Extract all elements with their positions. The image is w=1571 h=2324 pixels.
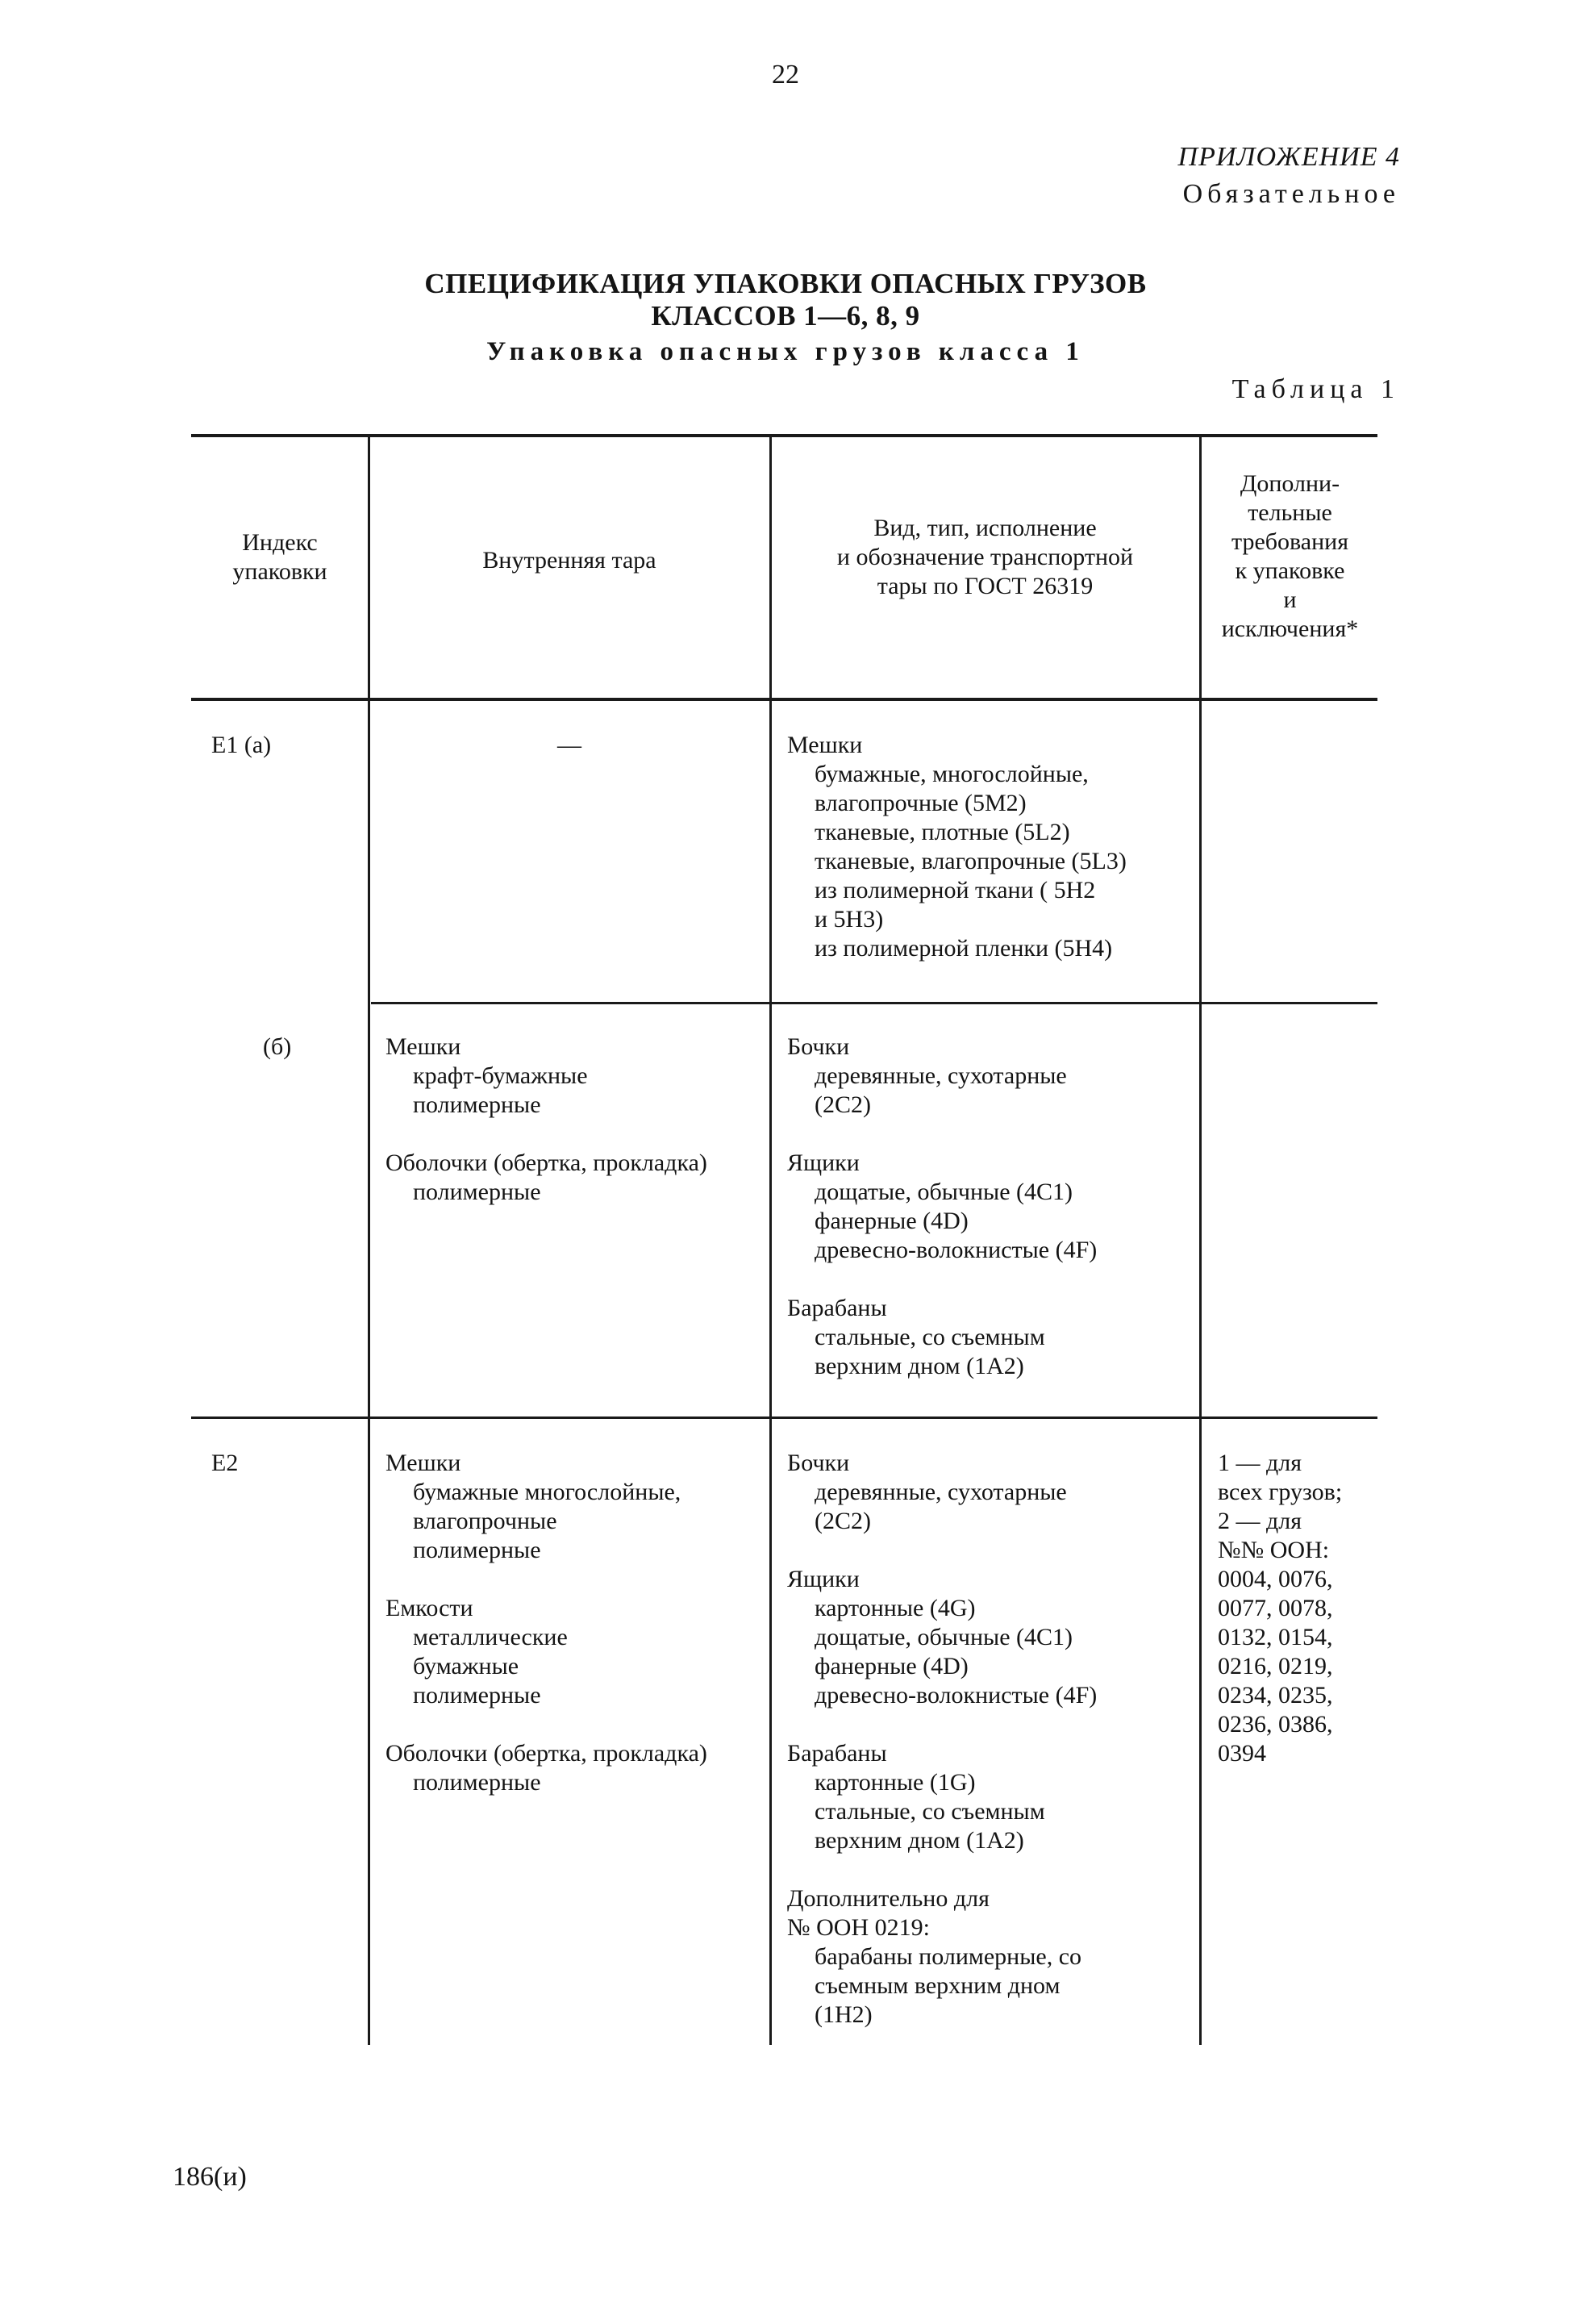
header-extra-line: Дополни-: [1240, 470, 1340, 497]
extra-line: 2 — для: [1218, 1508, 1302, 1534]
transport-group: [787, 731, 1127, 963]
extra-line: 0132, 0154,: [1218, 1624, 1333, 1650]
header-inner-line: Внутренняя тара: [482, 547, 656, 574]
group-title: Бочки: [787, 1450, 850, 1476]
group-item: крафт-бумажные: [413, 1062, 588, 1089]
group-item: бумажные: [413, 1653, 519, 1679]
document-title-line1: СПЕЦИФИКАЦИЯ УПАКОВКИ ОПАСНЫХ ГРУЗОВ: [424, 268, 1147, 299]
extra-line: 0216, 0219,: [1218, 1653, 1333, 1679]
group-item: верхним дном (1А2): [815, 1827, 1024, 1854]
transport-group: [787, 1565, 1097, 1710]
group-item: влагопрочные (5М2): [815, 790, 1027, 816]
header-transport-line: и обозначение транспортной: [836, 544, 1134, 570]
header-index-line: упаковки: [232, 558, 327, 585]
transport-group: [787, 1884, 1097, 2030]
extra-line: №№ ООН:: [1218, 1537, 1330, 1563]
group-item: барабаны полимерные, со: [815, 1943, 1082, 1970]
footer-code: 186(и): [173, 2162, 247, 2192]
group-title: Оболочки (обертка, прокладка): [385, 1740, 707, 1767]
table-label: Таблица 1: [1231, 374, 1400, 404]
group-item: древесно-волокнистые (4F): [815, 1237, 1098, 1263]
group-item: полимерные: [413, 1179, 541, 1205]
group-item: древесно-волокнистые (4F): [815, 1682, 1098, 1709]
header-index-line: Индекс: [242, 529, 318, 556]
header-index: [194, 528, 366, 586]
row-e1a-transport: [787, 731, 1127, 963]
group-item: фанерные (4D): [815, 1653, 969, 1679]
page-number: 22: [772, 60, 799, 90]
header-extra-line: требования: [1231, 528, 1349, 555]
extra-line: 0077, 0078,: [1218, 1595, 1333, 1621]
group-title: Емкости: [385, 1595, 473, 1621]
group-title: Бочки: [787, 1033, 850, 1060]
extra-line: 0004, 0076,: [1218, 1566, 1333, 1592]
group-item: металлические: [413, 1624, 568, 1650]
column-divider-1: [368, 436, 370, 2045]
row-e1b-index: (б): [263, 1033, 292, 1060]
header-extra-line: к упаковке: [1235, 557, 1345, 584]
document-title: [0, 268, 1571, 332]
column-divider-2: [769, 436, 772, 2045]
row-e2-extra-requirements: [1218, 1449, 1342, 1768]
row-e2-transport: [787, 1449, 1097, 2030]
header-extra-line: тельные: [1248, 499, 1332, 526]
transport-group: [787, 1449, 1097, 1536]
group-title: Мешки: [787, 732, 863, 758]
group-item: тканевые, влагопрочные (5L3): [815, 848, 1127, 874]
row-e1b-inner: [385, 1033, 707, 1207]
transport-group: [787, 1739, 1097, 1855]
group-item: дощатые, обычные (4С1): [815, 1179, 1073, 1205]
group-title: Барабаны: [787, 1295, 887, 1321]
document-subtitle: Упаковка опасных грузов класса 1: [486, 337, 1085, 366]
group-item: деревянные, сухотарные: [815, 1479, 1067, 1505]
inner-group: [385, 1594, 707, 1710]
group-item: бумажные, многослойные,: [815, 761, 1089, 787]
row-divider-e1b: [371, 1002, 1377, 1004]
group-item: съемным верхним дном: [815, 1972, 1061, 1999]
group-title: Мешки: [385, 1033, 461, 1060]
extra-line: 0236, 0386,: [1218, 1711, 1333, 1738]
appendix-title: ПРИЛОЖЕНИЕ 4: [1177, 142, 1400, 172]
row-e2-index: Е2: [211, 1450, 239, 1476]
group-title: № ООН 0219:: [787, 1914, 930, 1941]
transport-group: [787, 1033, 1097, 1120]
row-e1b-transport: [787, 1033, 1097, 1381]
group-item: полимерные: [413, 1091, 541, 1118]
group-item: полимерные: [413, 1769, 541, 1796]
group-title: Ящики: [787, 1566, 860, 1592]
transport-group: [787, 1294, 1097, 1381]
row-e1a-index: Е1 (а): [211, 732, 272, 758]
inner-group: [385, 1033, 707, 1120]
extra-line: 0234, 0235,: [1218, 1682, 1333, 1709]
header-transport-line: тары по ГОСТ 26319: [877, 573, 1094, 599]
group-item: из полимерной пленки (5Н4): [815, 935, 1113, 962]
row-e2-inner: [385, 1449, 707, 1797]
header-extra-line: исключения*: [1221, 615, 1359, 642]
group-item: (2С2): [815, 1091, 871, 1118]
group-item: картонные (4G): [815, 1595, 976, 1621]
group-title: Дополнительно для: [787, 1885, 990, 1912]
header-extra-requirements: [1202, 469, 1377, 644]
group-title: Мешки: [385, 1450, 461, 1476]
group-item: тканевые, плотные (5L2): [815, 819, 1070, 845]
header-extra-line: и: [1283, 586, 1297, 613]
header-inner-packaging: [371, 546, 768, 575]
inner-group: [385, 1449, 707, 1565]
inner-group: [385, 1739, 707, 1797]
group-item: полимерные: [413, 1537, 541, 1563]
group-title: Оболочки (обертка, прокладка): [385, 1149, 707, 1176]
appendix-status: Обязательное: [1182, 179, 1400, 209]
row-e1a-inner-dash: —: [557, 732, 581, 758]
document-title-line2: КЛАССОВ 1—6, 8, 9: [651, 300, 920, 332]
group-item: бумажные многослойные,: [413, 1479, 681, 1505]
group-item: (2С2): [815, 1508, 871, 1534]
extra-line: 1 — для: [1218, 1450, 1302, 1476]
group-item: и 5Н3): [815, 906, 884, 933]
group-item: полимерные: [413, 1682, 541, 1709]
group-item: верхним дном (1А2): [815, 1353, 1024, 1379]
group-item: (1Н2): [815, 2001, 873, 2028]
group-item: дощатые, обычные (4С1): [815, 1624, 1073, 1650]
group-item: деревянные, сухотарные: [815, 1062, 1067, 1089]
group-item: влагопрочные: [413, 1508, 557, 1534]
header-transport-line: Вид, тип, исполнение: [873, 515, 1097, 541]
group-item: стальные, со съемным: [815, 1798, 1045, 1825]
group-item: картонные (1G): [815, 1769, 976, 1796]
group-title: Ящики: [787, 1149, 860, 1176]
group-title: Барабаны: [787, 1740, 887, 1767]
inner-group: [385, 1149, 707, 1207]
column-divider-3: [1199, 436, 1202, 2045]
transport-group: [787, 1149, 1097, 1265]
extra-line: всех грузов;: [1218, 1479, 1343, 1505]
group-item: фанерные (4D): [815, 1208, 969, 1234]
extra-line: 0394: [1218, 1740, 1266, 1767]
group-item: стальные, со съемным: [815, 1324, 1045, 1350]
group-item: из полимерной ткани ( 5Н2: [815, 877, 1096, 903]
header-transport-packaging: [773, 514, 1198, 601]
